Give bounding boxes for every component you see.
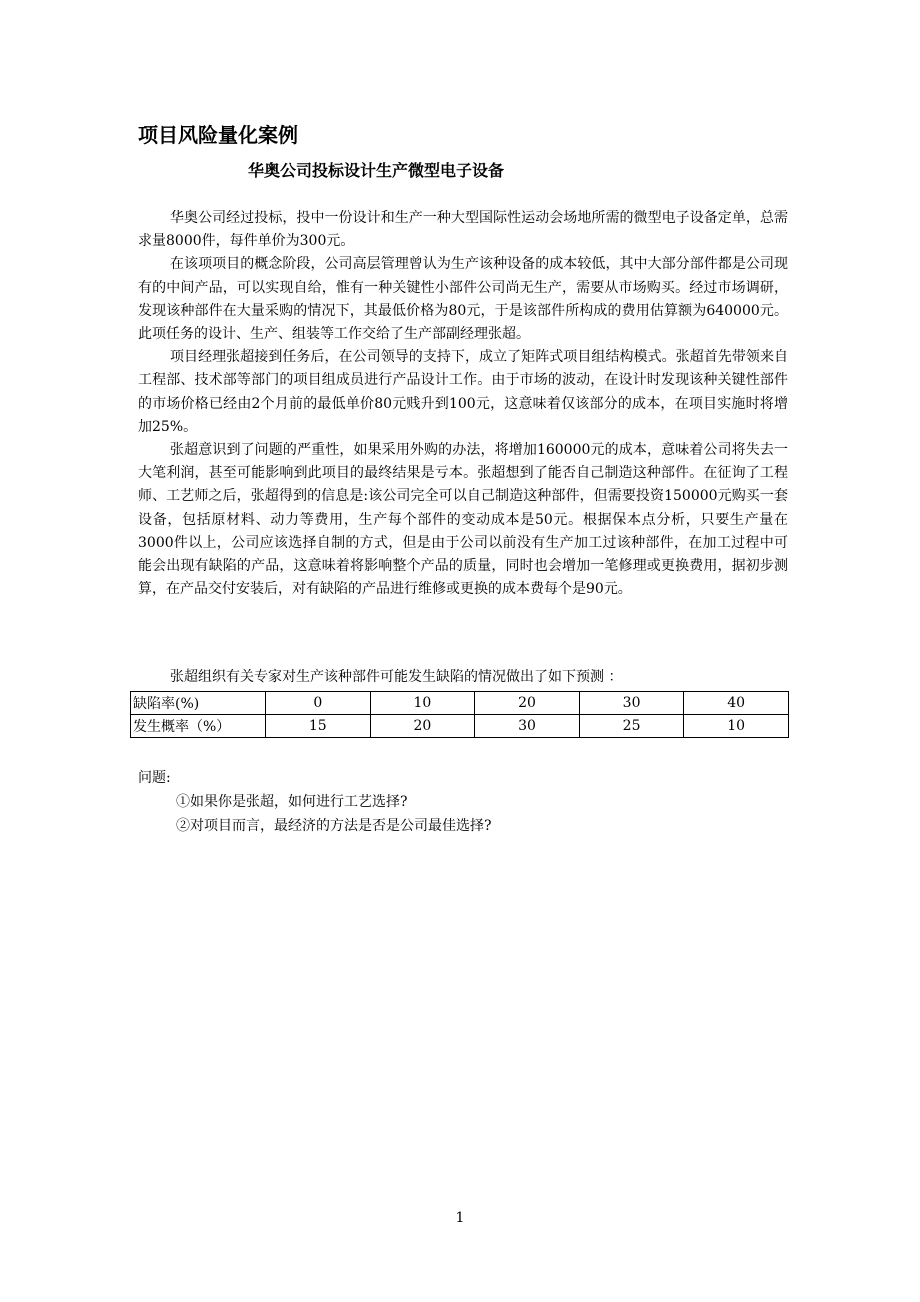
- table-row: [131, 692, 789, 715]
- paragraph-project-manager: 项目经理张超接到任务后，在公司领导的支持下，成立了矩阵式项目组结构模式。张超首先带领来自工程部、技术部等部门的项目组成员进行产品设计工作。由于市场的波动，在设计时发现该种关键性部件的市场价格已经由2个月前的最低单价80元贱升到100元，这意味着仅该部分的成本，在项目实施时将增加25%。: [138, 349, 788, 435]
- defect-forecast-table: [130, 691, 789, 738]
- table-cell: 30: [475, 715, 580, 738]
- question-1: ①如果你是张超，如何进行工艺选择?: [176, 794, 408, 810]
- paragraph-concept-phase: 在该项项目的概念阶段，公司高层管理曾认为生产该种设备的成本较低，其中大部分部件都是公司现有的中间产品，可以实现自给，惟有一种关键性小部件公司尚无生产，需要从市场购买。经过市场调研，发现该种部件在大量采购的情况下，其最低价格为80元，于是该部件所构成的费用估算额为640000元。此项任务的设计、生产、组装等工作交给了生产部副经理张超。: [138, 256, 788, 343]
- table-row: [131, 715, 789, 738]
- page-number: 1: [455, 1210, 465, 1226]
- case-body: [138, 207, 788, 601]
- questions-label: 问题:: [138, 770, 171, 786]
- question-2: ②对项目而言，最经济的方法是否是公司最佳选择?: [176, 818, 492, 834]
- table-cell: 10: [684, 715, 789, 738]
- table-cell: 25: [579, 715, 684, 738]
- page-title: 项目风险量化案例: [138, 123, 298, 147]
- table-intro: 张超组织有关专家对生产该种部件可能发生缺陷的情况做出了如下预测 ：: [170, 669, 623, 685]
- table-cell: 0: [266, 692, 371, 715]
- table-cell: 40: [684, 692, 789, 715]
- row-label-probability: 发生概率（%）: [131, 715, 266, 738]
- case-subtitle: 华奥公司投标设计生产微型电子设备: [248, 161, 505, 180]
- paragraph-analysis: 张超意识到了问题的严重性，如果采用外购的办法，将增加160000元的成本，意味着公司将失去一大笔利润，甚至可能影响到此项目的最终结果是亏本。张超想到了能否自己制造这种部件。在征询了工程师、工艺师之后，张超得到的信息是:该公司完全可以自己制造这种部件，但需要投资150000元购买一套设备，包括原材料、动力等费用，生产每个部件的变动成本是50元。根据保本点分析，只要生产量在3000件以上，公司应该选择自制的方式，但是由于公司以前没有生产加工过该种部件，在加工过程中可能会出现有缺陷的产品，这意味着将影响整个产品的质量，同时也会增加一笔修理或更换费用，据初步测算，在产品交付安装后，对有缺陷的产品进行维修或更换的成本费每个是90元。: [138, 442, 788, 598]
- table-cell: 20: [370, 715, 475, 738]
- row-label-defect-rate: 缺陷率(%): [131, 692, 266, 715]
- table-cell: 20: [475, 692, 580, 715]
- paragraph-intro: 华奥公司经过投标，投中一份设计和生产一种大型国际性运动会场地所需的微型电子设备定单，总需求量8000件，每件单价为300元。: [138, 210, 788, 250]
- table-cell: 10: [370, 692, 475, 715]
- table-cell: 15: [266, 715, 371, 738]
- table-cell: 30: [579, 692, 684, 715]
